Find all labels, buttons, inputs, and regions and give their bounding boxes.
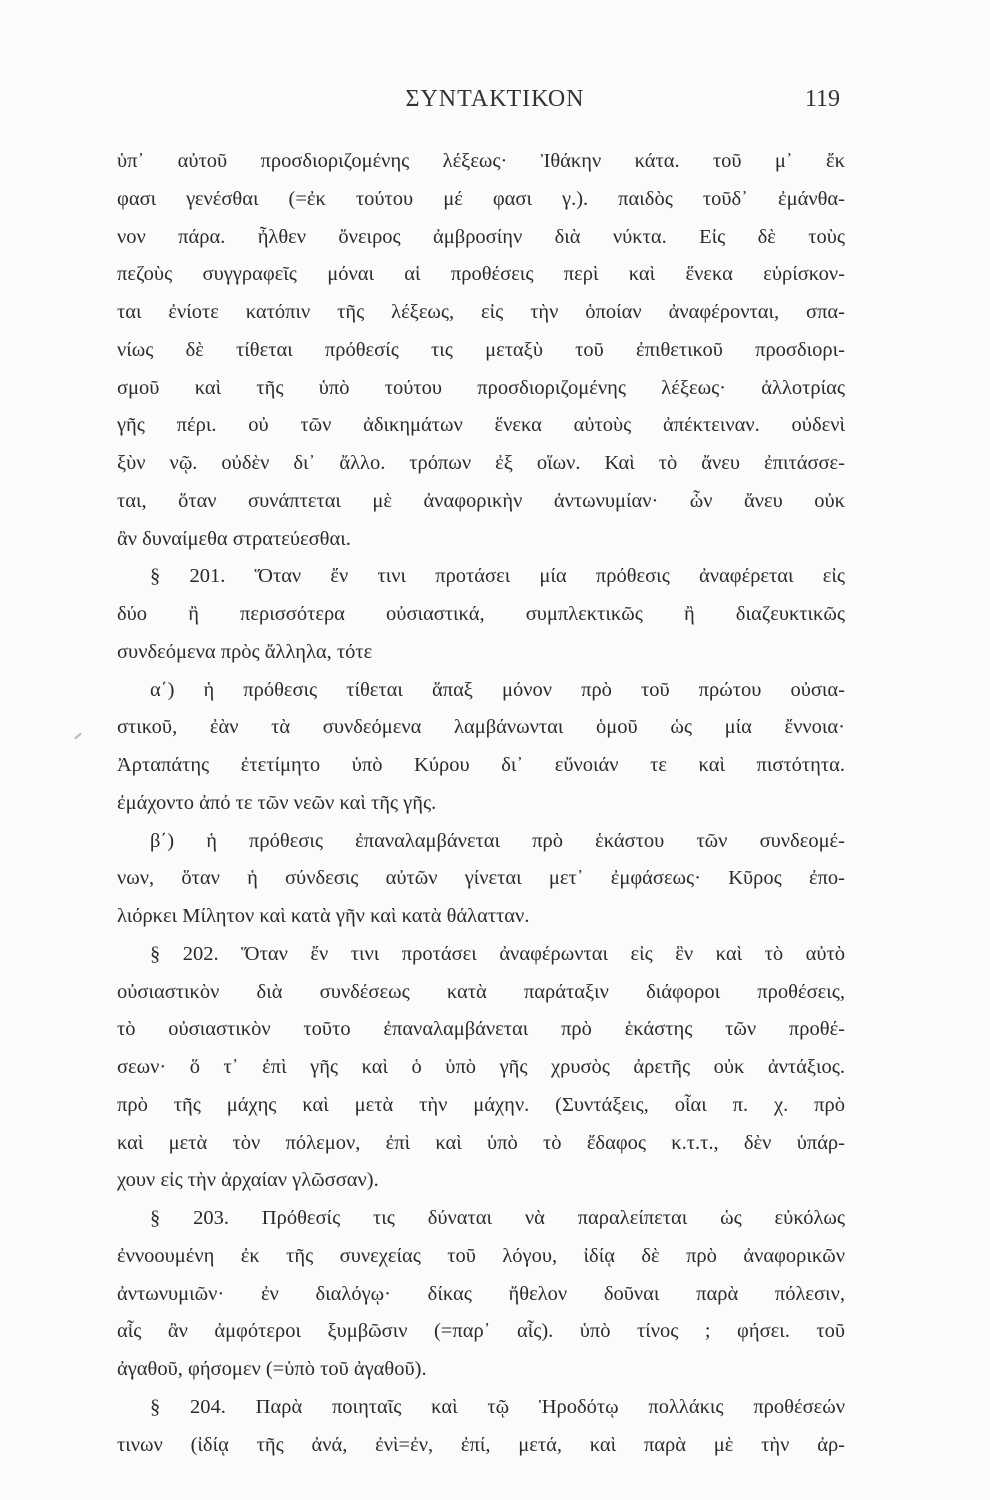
text-line: σεων· ὅ τ᾽ ἐπὶ γῆς καὶ ὁ ὑπὸ γῆς χρυσὸς ἀρετῆς οὐκ ἀντάξιος. xyxy=(117,1056,845,1078)
body-text xyxy=(117,143,845,1464)
text-line: νίως δὲ τίθεται πρόθεσίς τις μεταξὺ τοῦ ἐπιθετικοῦ προσδιορι- xyxy=(117,338,845,361)
page-number: 119 xyxy=(804,86,840,112)
text-line: ξὺν νῷ. οὐδὲν δι᾽ ἄλλο. τρόπων ἐξ οἵων. Καὶ τὸ ἄνευ ἐπιτάσσε- xyxy=(117,452,845,474)
text-line: οὐσιαστικὸν διὰ συνδέσεως κατὰ παράταξιν διάφοροι προθέσεις, xyxy=(117,980,845,1003)
text-line: νον πάρα. ἦλθεν ὄνειρος ἀμβροσίην διὰ νύκτα. Εἰς δὲ τοὺς xyxy=(117,225,845,248)
section-heading-202: § 202. Ὅταν ἔν τινι προτάσει ἀναφέρωνται εἰς ἓν καὶ τὸ αὐτὸ xyxy=(150,942,845,965)
section-heading-201: § 201. Ὅταν ἔν τινι προτάσει μία πρόθεσις ἀναφέρεται εἰς xyxy=(150,565,845,588)
text-line: αἷς ἂν ἀμφότεροι ξυμβῶσιν (=παρ᾽ αἷς). ὑπὸ τίνος ; φήσει. τοῦ xyxy=(117,1320,845,1343)
text-line: πεζοὺς συγγραφεῖς μόναι αἱ προθέσεις περὶ καὶ ἕνεκα εὑρίσκον- xyxy=(117,263,845,286)
text-line: ἀντωνυμιῶν· ἐν διαλόγῳ· δίκας ἤθελον δοῦναι παρὰ πόλεσιν, xyxy=(117,1282,845,1305)
section-heading-203: § 203. Πρόθεσίς τις δύναται νὰ παραλείπεται ὡς εὐκόλως xyxy=(150,1207,845,1229)
text-line: ἐμάχοντο ἀπό τε τῶν νεῶν καὶ τῆς γῆς. xyxy=(117,791,437,814)
text-line: γῆς πέρι. οὐ τῶν ἀδικημάτων ἕνεκα αὐτοὺς ἀπέκτειναν. οὐδενὶ xyxy=(117,414,845,437)
text-line: τὸ οὐσιαστικὸν τοῦτο ἐπαναλαμβάνεται πρὸ ἑκάστης τῶν προθέ- xyxy=(117,1018,845,1041)
text-line: ἂν δυναίμεθα στρατεύεσθαι. xyxy=(117,527,351,550)
text-line: ἀγαθοῦ, φήσομεν (=ὑπὸ τοῦ ἀγαθοῦ). xyxy=(117,1358,427,1380)
text-line: β΄) ἡ πρόθεσις ἐπαναλαμβάνεται πρὸ ἑκάστου τῶν συνδεομέ- xyxy=(150,829,845,852)
margin-mark xyxy=(74,733,81,740)
text-line: λιόρκει Μίλητον καὶ κατὰ γῆν καὶ κατὰ θάλατταν. xyxy=(117,905,530,927)
text-line: ται, ὅταν συνάπτεται μὲ ἀναφορικὴν ἀντωνυμίαν· ὧν ἄνευ οὐκ xyxy=(117,489,845,512)
text-line: ἐννοουμένη ἐκ τῆς συνεχείας τοῦ λόγου, ἰδίᾳ δὲ πρὸ ἀναφορικῶν xyxy=(117,1244,845,1267)
text-line: δύο ἢ περισσότερα οὐσιαστικά, συμπλεκτικῶς ἢ διαζευκτικῶς xyxy=(117,603,845,625)
text-line: σμοῦ καὶ τῆς ὑπὸ τούτου προσδιοριζομένης λέξεως· ἀλλοτρίας xyxy=(117,376,845,399)
text-line: συνδεόμενα πρὸς ἄλληλα, τότε xyxy=(117,640,373,663)
text-line: φασι γενέσθαι (=ἐκ τούτου μέ φασι γ.). παιδὸς τοῦδ᾽ ἐμάνθα- xyxy=(117,187,845,210)
text-line: χουν εἰς τὴν ἀρχαίαν γλῶσσαν). xyxy=(117,1169,379,1192)
page-header xyxy=(0,86,990,122)
text-line: ὑπ᾽ αὐτοῦ προσδιοριζομένης λέξεως· Ἰθάκην κάτα. τοῦ μ᾽ ἔκ xyxy=(117,150,845,172)
text-line: α΄) ἡ πρόθεσις τίθεται ἅπαξ μόνον πρὸ τοῦ πρώτου οὐσια- xyxy=(150,678,845,701)
text-line: καὶ μετὰ τὸν πόλεμον, ἐπὶ καὶ ὑπὸ τὸ ἔδαφος κ.τ.τ., δὲν ὑπάρ- xyxy=(117,1131,845,1154)
text-line: Ἀρταπάτης ἐτετίμητο ὑπὸ Κύρου δι᾽ εὔνοιάν τε καὶ πιστότητα. xyxy=(117,754,845,776)
running-title: ΣΥΝΤΑΚΤΙΚΟΝ xyxy=(405,86,585,112)
text-line: τινων (ἰδίᾳ τῆς ἀνά, ἐνὶ=ἐν, ἐπί, μετά, καὶ παρὰ μὲ τὴν ἀρ- xyxy=(117,1433,845,1456)
text-line: ται ἐνίοτε κατόπιν τῆς λέξεως, εἰς τὴν ὁποίαν ἀναφέρονται, σπα- xyxy=(117,301,845,323)
text-line: νων, ὅταν ἡ σύνδεσις αὐτῶν γίνεται μετ᾽ ἐμφάσεως· Κῦρος ἐπο- xyxy=(117,867,845,890)
section-heading-204: § 204. Παρὰ ποιηταῖς καὶ τῷ Ἡροδότῳ πολλάκις προθέσεών xyxy=(150,1395,845,1418)
text-line: στικοῦ, ἐὰν τὰ συνδεόμενα λαμβάνωνται ὁμοῦ ὡς μία ἔννοια· xyxy=(117,716,845,739)
text-line: πρὸ τῆς μάχης καὶ μετὰ τὴν μάχην. (Συντάξεις, οἷαι π. χ. πρὸ xyxy=(117,1093,845,1116)
